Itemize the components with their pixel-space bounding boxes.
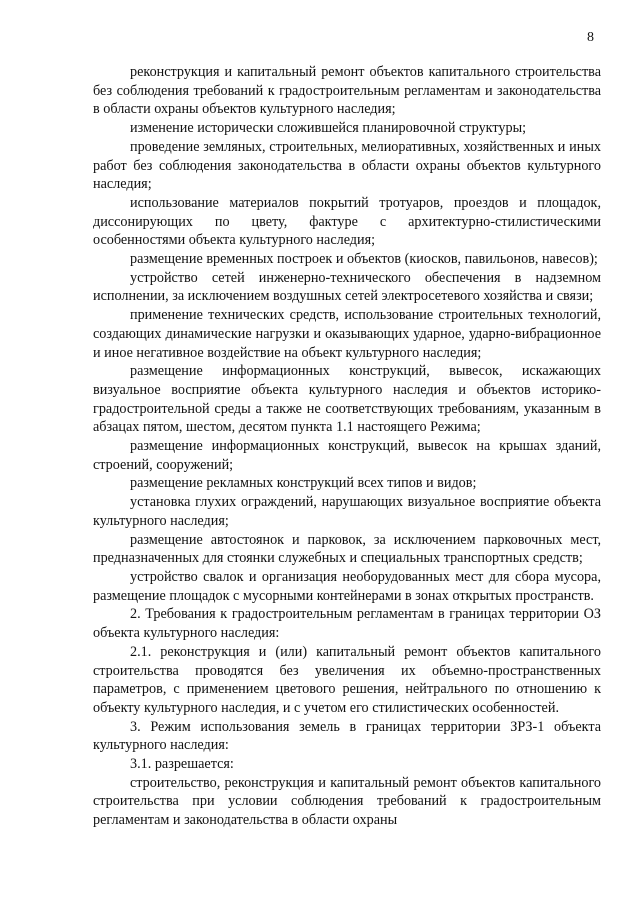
paragraph: размещение информационных конструкций, вывесок на крышах зданий, строений, сооружений; xyxy=(93,438,601,473)
document-body xyxy=(93,63,601,830)
paragraph: размещение автостоянок и парковок, за исключением парковочных мест, предназначенных для стоянки служебных и специальных транспортных средств; xyxy=(93,531,601,567)
paragraph: изменение исторически сложившейся планировочной структуры; xyxy=(130,120,527,137)
paragraph: проведение земляных, строительных, мелиоративных, хозяйственных и иных работ без соблюдения законодательства в области охраны объектов культурного наследия; xyxy=(93,138,601,193)
paragraph: строительство, реконструкция и капитальный ремонт объектов капитального строительства при условии соблюдения требований к градостроительным регламентам и законодательства в области охраны xyxy=(93,774,601,829)
paragraph: размещение информационных конструкций, вывесок, искажающих визуальное восприятие объекта культурного наследия и объектов историко-градостроительной среды а также не соответствующих требованиям, указанным в абзацах пятом, шестом, десятом пункта 1.1 настоящего Режима; xyxy=(93,363,601,436)
paragraph: установка глухих ограждений, нарушающих визуальное восприятие объекта культурного наследия; xyxy=(93,494,601,529)
paragraph: размещение рекламных конструкций всех типов и видов; xyxy=(130,475,477,492)
paragraph: 2.1. реконструкция и (или) капитальный ремонт объектов капитального строительства проводятся без увеличения их объемно-пространственных параметров, с применением цветового решения, нейтрального по отношению к объекту культурного наследия, и с учетом его стилистических особенностей. xyxy=(93,643,601,716)
paragraph: использование материалов покрытий тротуаров, проездов и площадок, диссонирующих по цвету, фактуре с архитектурно-стилистическими особенностями объекта культурного наследия; xyxy=(93,194,601,249)
paragraph: размещение временных построек и объектов (киосков, павильонов, навесов); xyxy=(130,251,598,268)
paragraph: устройство сетей инженерно-технического обеспечения в надземном исполнении, за исключением воздушных сетей электросетевого хозяйства и связи; xyxy=(93,269,601,305)
paragraph: 2. Требования к градостроительным регламентам в границах территории ОЗ объекта культурного наследия: xyxy=(93,606,601,642)
paragraph: 3. Режим использования земель в границах территории ЗРЗ-1 объекта культурного наследия: xyxy=(93,718,601,754)
paragraph: применение технических средств, использование строительных технологий, создающих динамические нагрузки и оказывающих ударное, ударно-вибрационное и иное негативное воздействие на объект культурного наследия; xyxy=(93,307,601,361)
page-number: 8 xyxy=(587,30,594,45)
paragraph: 3.1. разрешается: xyxy=(130,756,234,773)
paragraph: устройство свалок и организация необорудованных мест для сбора мусора, размещение площадок с мусорными контейнерами в зонах открытых пространств. xyxy=(93,568,601,604)
paragraph: реконструкция и капитальный ремонт объектов капитального строительства без соблюдения требований к градостроительным регламентам и законодательства в области охраны объектов культурного наследия; xyxy=(93,64,601,118)
